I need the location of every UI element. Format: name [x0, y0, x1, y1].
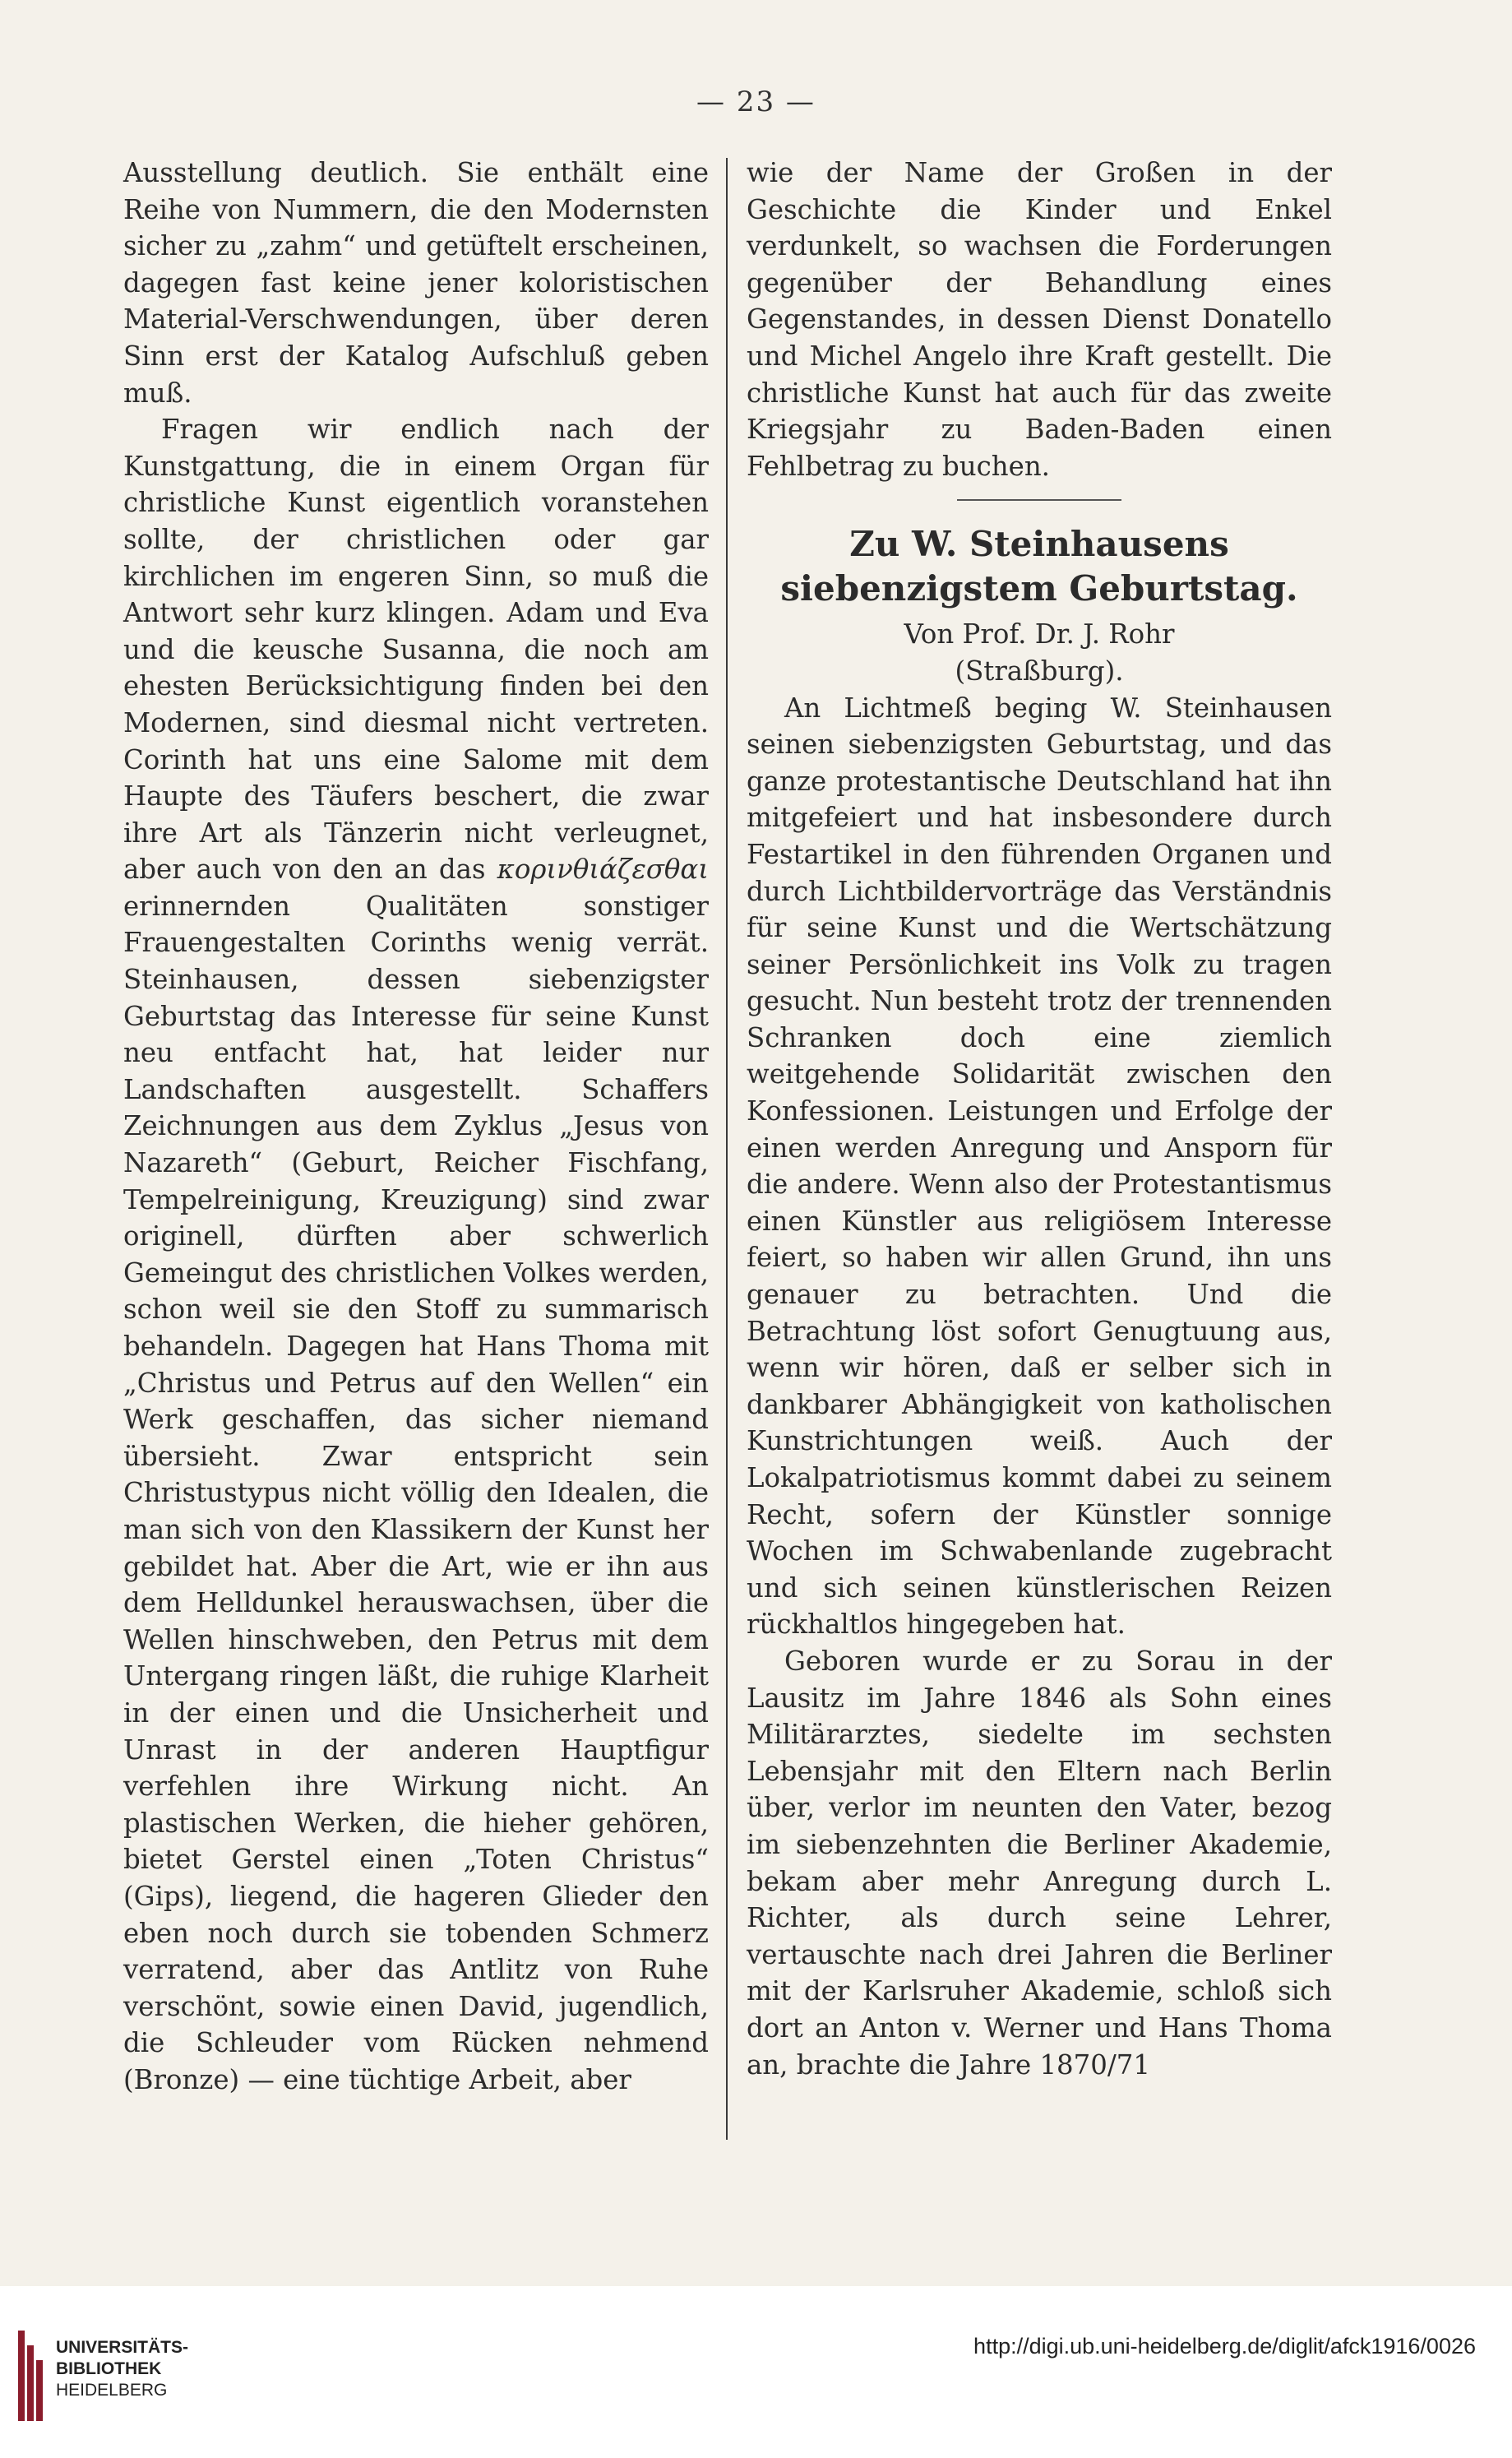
column-divider [726, 158, 728, 2140]
library-name [56, 2337, 188, 2401]
page-number: — 23 — [696, 86, 816, 118]
paragraph: An Lichtmeß beging W. Steinhausen seinen siebenzigsten Geburtstag, und das ganze protestantische Deutschland hat ihn mitgefeiert und hat insbesondere durch Festartikel in den führenden Organen und durch Lichtbildervorträge das Verständnis für seine Kunst und die Wertschätzung seiner Persönlichkeit ins Volk zu tragen gesucht. Nun besteht trotz der trennenden Schranken doch eine ziemlich weitgehende Solidarität zwischen den Konfessionen. Leistungen und Erfolge der einen werden Anregung und Ansporn für die andere. Wenn also der Protestantismus einen Künstler aus religiösem Interesse feiert, so haben wir allen Grund, ihn uns genauer zu betrachten. Und die Betrachtung löst sofort Genugtuung aus, wenn wir hören, daß er selber sich in dankbarer Abhängigkeit von katholischen Kunstrichtungen weiß. Auch der Lokalpatriotismus kommt dabei zu seinem Recht, sofern der Künstler sonnige Wochen im Schwabenlande zugebracht und sich seinen künstlerischen Reizen rückhaltlos hingegeben hat. [747, 692, 1332, 1641]
paragraph-text: Fragen wir endlich nach der Kunstgattung, die in einem Organ für christliche Kunst eigentlich voranstehen sollte, der christlichen oder gar kirchlichen im engeren Sinn, so muß die Antwort sehr kurz klingen. Adam und Eva und die keusche Susanna, die noch am ehesten Berücksichtigung finden bei den Modernen, sind diesmal nicht vertreten. Corinth hat uns eine Salome mit dem Haupte des Täufers beschert, die zwar ihre Art als Tänzerin nicht verleugnet, aber auch von den an das [123, 414, 709, 886]
source-url-link[interactable]: http://digi.ub.uni-heidelberg.de/diglit/afck1916/0026 [973, 2334, 1476, 2358]
paragraph-text: erinnernden Qualitäten sonstiger Frauengestalten Corinths wenig verrät. Steinhausen, dessen siebenzigster Geburtstag das Interesse für seine Kunst neu entfacht hat, hat leider nur Landschaften ausgestellt. Schaffers Zeichnungen aus dem Zyklus „Jesus von Nazareth“ (Geburt, Reicher Fischfang, Tempelreinigung, Kreuzigung) sind zwar originell, dürften aber schwerlich Gemeingut des christlichen Volkes werden, schon weil sie den Stoff zu summarisch behandeln. Dagegen hat Hans Thoma mit „Christus und Petrus auf den Wellen“ ein Werk geschaffen, das sicher niemand übersieht. Zwar entspricht sein Christustypus nicht völlig den Idealen, die man sich von den Klassikern der Kunst her gebildet hat. Aber die Art, wie er ihn aus dem Helldunkel herauswachsen, über die Wellen hinschweben, den Petrus mit dem Untergang ringen läßt, die ruhige Klarheit in der einen und die Unsicherheit und Unrast in der anderen Hauptfigur verfehlen ihre Wirkung nicht. An plastischen Werken, die hieher gehören, bietet Gerstel einen „Toten Christus“ (Gips), liegend, die hageren Glieder den eben noch durch sie tobenden Schmerz verratend, aber das Antlitz von Ruhe verschönt, sowie einen David, jugendlich, die Schleuder vom Rücken nehmend (Bronze) — eine tüchtige Arbeit, aber [123, 890, 709, 2095]
digitization-footer [0, 2286, 1512, 2458]
greek-word: κορινθιάζεσθαι [497, 854, 710, 886]
paragraph: Ausstellung deutlich. Sie enthält eine Reihe von Nummern, die den Modernsten sicher zu „zahm“ und getüftelt erscheinen, dagegen fast keine jener koloristischen Material-Verschwendungen, über deren Sinn erst der Katalog Aufschluß geben muß. [123, 157, 709, 409]
section-rule [957, 499, 1121, 501]
library-line: BIBLIOTHEK [56, 2359, 162, 2378]
left-column [123, 155, 709, 2098]
paragraph [123, 411, 709, 2098]
paragraph: wie der Name der Großen in der Geschichte die Kinder und Enkel verdunkelt, so wachsen die Forderungen gegenüber der Behandlung eines Gegenstandes, in dessen Dienst Donatello und Michel Angelo ihre Kraft gestellt. Die christliche Kunst hat auch für das zweite Kriegsjahr zu Baden-Baden einen Fehlbetrag zu buchen. [747, 157, 1332, 482]
article-location: (Straßburg). [955, 655, 1124, 687]
library-line: UNIVERSITÄTS- [56, 2338, 189, 2357]
paragraph: Geboren wurde er zu Sorau in der Lausitz im Jahre 1846 als Sohn eines Militärarztes, siedelte im sechsten Lebensjahr mit den Eltern nach Berlin über, verlor im neunten den Vater, bezog im siebenzehnten die Berliner Akademie, bekam aber mehr Anregung durch L. Richter, als durch seine Lehrer, vertauschte nach drei Jahren die Berliner mit der Karlsruher Akademie, schloß sich dort an Anton v. Werner und Hans Thoma an, brachte die Jahre 1870/71 [747, 1645, 1332, 2081]
library-line: HEIDELBERG [56, 2381, 168, 2400]
article-title: Zu W. Steinhausens siebenzigstem Geburtstag. [780, 524, 1298, 609]
article-byline: Von Prof. Dr. J. Rohr [904, 618, 1175, 650]
right-column [747, 155, 1332, 2083]
library-logo-icon [18, 2331, 43, 2421]
